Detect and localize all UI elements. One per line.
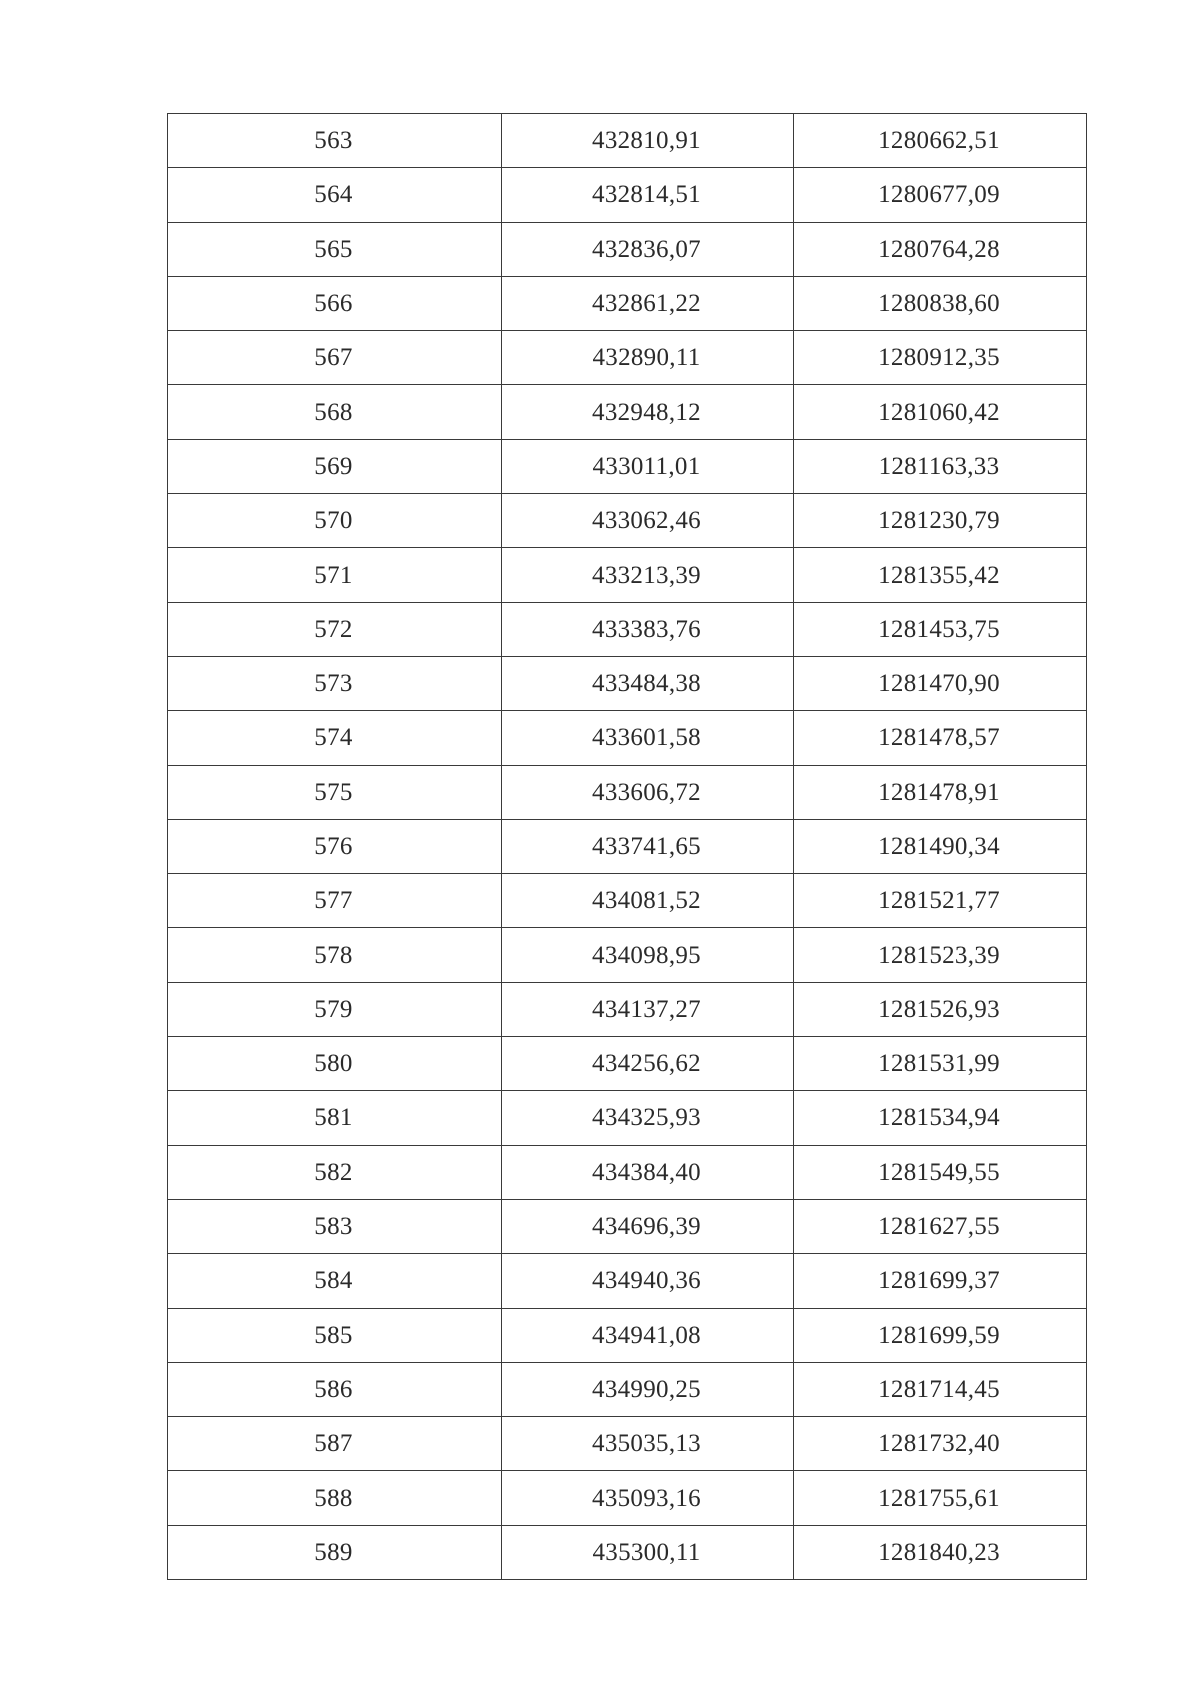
point-number-cell: 588 <box>168 1471 502 1525</box>
x-coordinate-cell: 434696,39 <box>502 1199 794 1253</box>
table-row <box>168 1091 1087 1145</box>
x-coordinate-cell: 434941,08 <box>502 1308 794 1362</box>
x-coordinate-cell: 433741,65 <box>502 819 794 873</box>
table-row <box>168 1308 1087 1362</box>
y-coordinate-cell: 1281755,61 <box>794 1471 1087 1525</box>
point-number-cell: 586 <box>168 1362 502 1416</box>
point-number-cell: 575 <box>168 765 502 819</box>
table-row <box>168 548 1087 602</box>
x-coordinate-cell: 433484,38 <box>502 656 794 710</box>
table-row <box>168 1037 1087 1091</box>
table-row <box>168 1417 1087 1471</box>
x-coordinate-cell: 434256,62 <box>502 1037 794 1091</box>
table-row <box>168 711 1087 765</box>
point-number-cell: 584 <box>168 1254 502 1308</box>
y-coordinate-cell: 1281230,79 <box>794 494 1087 548</box>
y-coordinate-cell: 1280677,09 <box>794 168 1087 222</box>
point-number-cell: 583 <box>168 1199 502 1253</box>
y-coordinate-cell: 1281732,40 <box>794 1417 1087 1471</box>
x-coordinate-cell: 432810,91 <box>502 114 794 168</box>
y-coordinate-cell: 1281478,91 <box>794 765 1087 819</box>
point-number-cell: 577 <box>168 874 502 928</box>
table-row <box>168 331 1087 385</box>
y-coordinate-cell: 1281470,90 <box>794 656 1087 710</box>
point-number-cell: 568 <box>168 385 502 439</box>
y-coordinate-cell: 1281531,99 <box>794 1037 1087 1091</box>
point-number-cell: 576 <box>168 819 502 873</box>
point-number-cell: 574 <box>168 711 502 765</box>
y-coordinate-cell: 1281355,42 <box>794 548 1087 602</box>
y-coordinate-cell: 1281699,37 <box>794 1254 1087 1308</box>
x-coordinate-cell: 434325,93 <box>502 1091 794 1145</box>
x-coordinate-cell: 435093,16 <box>502 1471 794 1525</box>
y-coordinate-cell: 1281163,33 <box>794 439 1087 493</box>
point-number-cell: 580 <box>168 1037 502 1091</box>
table-row <box>168 602 1087 656</box>
table-row <box>168 276 1087 330</box>
y-coordinate-cell: 1281490,34 <box>794 819 1087 873</box>
y-coordinate-cell: 1281549,55 <box>794 1145 1087 1199</box>
x-coordinate-cell: 433383,76 <box>502 602 794 656</box>
y-coordinate-cell: 1280764,28 <box>794 222 1087 276</box>
table-row <box>168 1471 1087 1525</box>
x-coordinate-cell: 432861,22 <box>502 276 794 330</box>
y-coordinate-cell: 1281534,94 <box>794 1091 1087 1145</box>
point-number-cell: 589 <box>168 1525 502 1579</box>
table-row <box>168 494 1087 548</box>
point-number-cell: 572 <box>168 602 502 656</box>
x-coordinate-cell: 435035,13 <box>502 1417 794 1471</box>
table-row <box>168 1254 1087 1308</box>
table-row <box>168 1199 1087 1253</box>
x-coordinate-cell: 433062,46 <box>502 494 794 548</box>
x-coordinate-cell: 434098,95 <box>502 928 794 982</box>
x-coordinate-cell: 432890,11 <box>502 331 794 385</box>
y-coordinate-cell: 1281526,93 <box>794 982 1087 1036</box>
x-coordinate-cell: 435300,11 <box>502 1525 794 1579</box>
x-coordinate-cell: 433606,72 <box>502 765 794 819</box>
x-coordinate-cell: 432836,07 <box>502 222 794 276</box>
y-coordinate-cell: 1281060,42 <box>794 385 1087 439</box>
y-coordinate-cell: 1280662,51 <box>794 114 1087 168</box>
x-coordinate-cell: 434081,52 <box>502 874 794 928</box>
table-row <box>168 928 1087 982</box>
table-row <box>168 874 1087 928</box>
y-coordinate-cell: 1281627,55 <box>794 1199 1087 1253</box>
table-row <box>168 222 1087 276</box>
coordinates-table-body <box>168 114 1087 1580</box>
point-number-cell: 569 <box>168 439 502 493</box>
point-number-cell: 571 <box>168 548 502 602</box>
point-number-cell: 585 <box>168 1308 502 1362</box>
x-coordinate-cell: 433601,58 <box>502 711 794 765</box>
table-row <box>168 1525 1087 1579</box>
x-coordinate-cell: 434990,25 <box>502 1362 794 1416</box>
point-number-cell: 566 <box>168 276 502 330</box>
x-coordinate-cell: 433213,39 <box>502 548 794 602</box>
y-coordinate-cell: 1280838,60 <box>794 276 1087 330</box>
table-row <box>168 1145 1087 1199</box>
point-number-cell: 581 <box>168 1091 502 1145</box>
table-row <box>168 385 1087 439</box>
point-number-cell: 573 <box>168 656 502 710</box>
x-coordinate-cell: 432814,51 <box>502 168 794 222</box>
point-number-cell: 587 <box>168 1417 502 1471</box>
point-number-cell: 563 <box>168 114 502 168</box>
table-row <box>168 168 1087 222</box>
table-row <box>168 982 1087 1036</box>
y-coordinate-cell: 1281521,77 <box>794 874 1087 928</box>
y-coordinate-cell: 1281714,45 <box>794 1362 1087 1416</box>
y-coordinate-cell: 1281523,39 <box>794 928 1087 982</box>
table-row <box>168 656 1087 710</box>
point-number-cell: 565 <box>168 222 502 276</box>
x-coordinate-cell: 433011,01 <box>502 439 794 493</box>
x-coordinate-cell: 434384,40 <box>502 1145 794 1199</box>
point-number-cell: 564 <box>168 168 502 222</box>
y-coordinate-cell: 1281840,23 <box>794 1525 1087 1579</box>
x-coordinate-cell: 434137,27 <box>502 982 794 1036</box>
y-coordinate-cell: 1281699,59 <box>794 1308 1087 1362</box>
y-coordinate-cell: 1281453,75 <box>794 602 1087 656</box>
point-number-cell: 579 <box>168 982 502 1036</box>
table-row <box>168 439 1087 493</box>
table-row <box>168 819 1087 873</box>
table-row <box>168 765 1087 819</box>
point-number-cell: 582 <box>168 1145 502 1199</box>
table-row <box>168 114 1087 168</box>
point-number-cell: 578 <box>168 928 502 982</box>
y-coordinate-cell: 1280912,35 <box>794 331 1087 385</box>
x-coordinate-cell: 434940,36 <box>502 1254 794 1308</box>
x-coordinate-cell: 432948,12 <box>502 385 794 439</box>
table-row <box>168 1362 1087 1416</box>
y-coordinate-cell: 1281478,57 <box>794 711 1087 765</box>
point-number-cell: 567 <box>168 331 502 385</box>
coordinates-table <box>167 113 1087 1580</box>
point-number-cell: 570 <box>168 494 502 548</box>
